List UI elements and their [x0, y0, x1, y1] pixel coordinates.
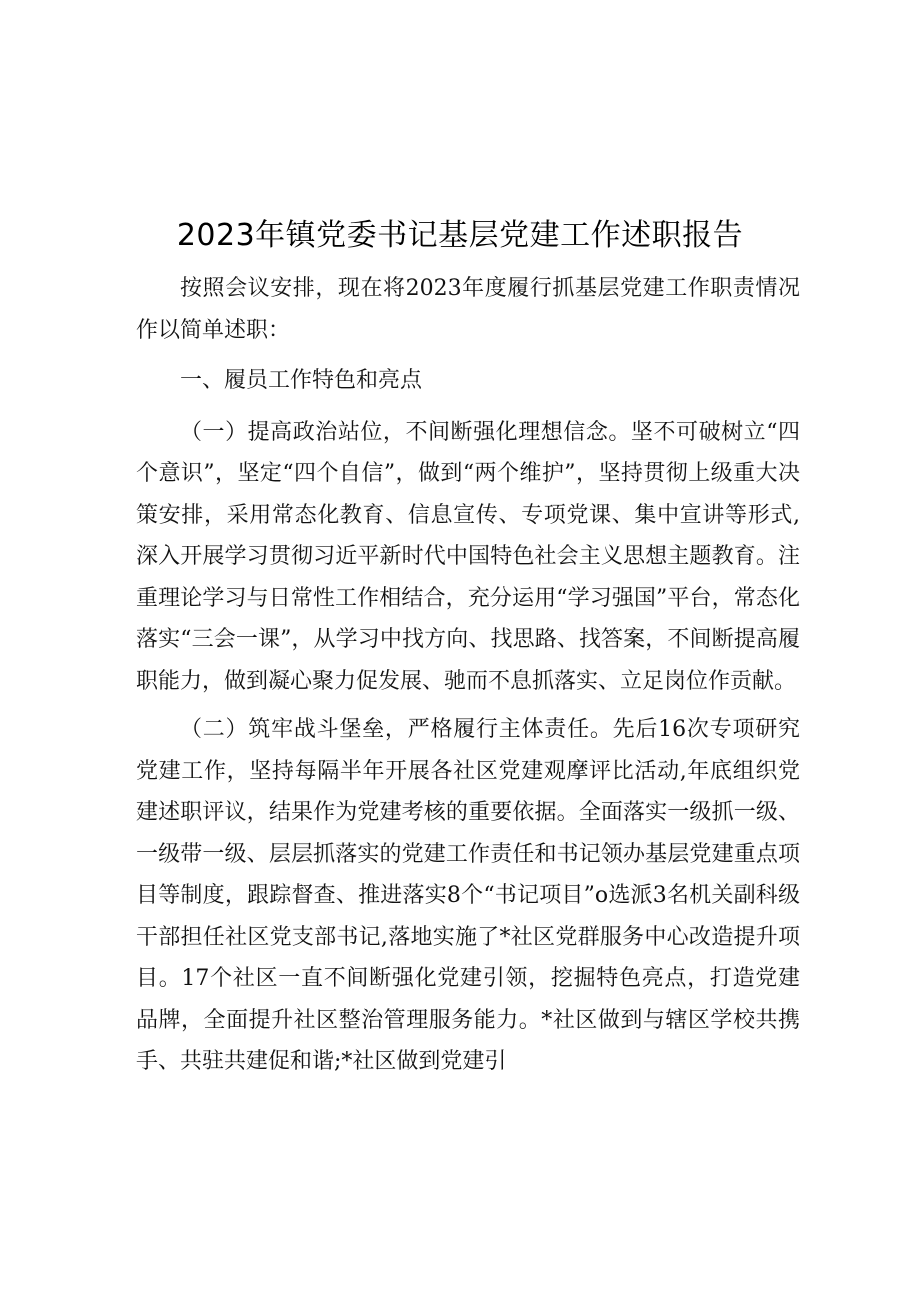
- paragraph-fortress-responsibility: （二）筑牢战斗堡垒，严格履行主体责任。先后16次专项研究党建工作，坚持每隔半年开展各社区党建观摩评比活动,年底组织党建述职评议，结果作为党建考核的重要依据。全面落实一级抓一级、一级带一级、层层抓落实的党建工作责任和书记领办基层党建重点项目等制度，跟踪督查、推进落实8个“书记项目”o选派3名机关副科级干部担任社区党支部书记,落地实施了*社区党群服务中心改造提升项目。17个社区一直不间断强化党建引领，挖掘特色亮点，打造党建品牌，全面提升社区整治管理服务能力。*社区做到与辖区学校共携手、共驻共建促和谐;*社区做到党建引: [136, 717, 800, 1074]
- section-heading-1: 一、履员工作特色和亮点: [180, 368, 423, 393]
- document-body: [136, 268, 800, 1083]
- document-title: 2023年镇党委书记基层党建工作述职报告: [176, 218, 744, 253]
- paragraph-political-stance: （一）提高政治站位，不间断强化理想信念。坚不可破树立“四个意识”，坚定“四个自信”，做到“两个维护”，坚持贯彻上级重大决策安排，采用常态化教育、信息宣传、专项党课、集中宣讲等形式,深入开展学习贯彻习近平新时代中国特色社会主义思想主题教育。注重理论学习与日常性工作相结合，充分运用“学习强国”平台，常态化落实“三会一课”，从学习中找方向、找思路、找答案，不间断提高履职能力，做到凝心聚力促发展、驰而不息抓落实、立足岗位作贡献。: [136, 419, 800, 694]
- intro-paragraph: 按照会议安排，现在将2023年度履行抓基层党建工作职责情况作以简单述职：: [136, 276, 800, 343]
